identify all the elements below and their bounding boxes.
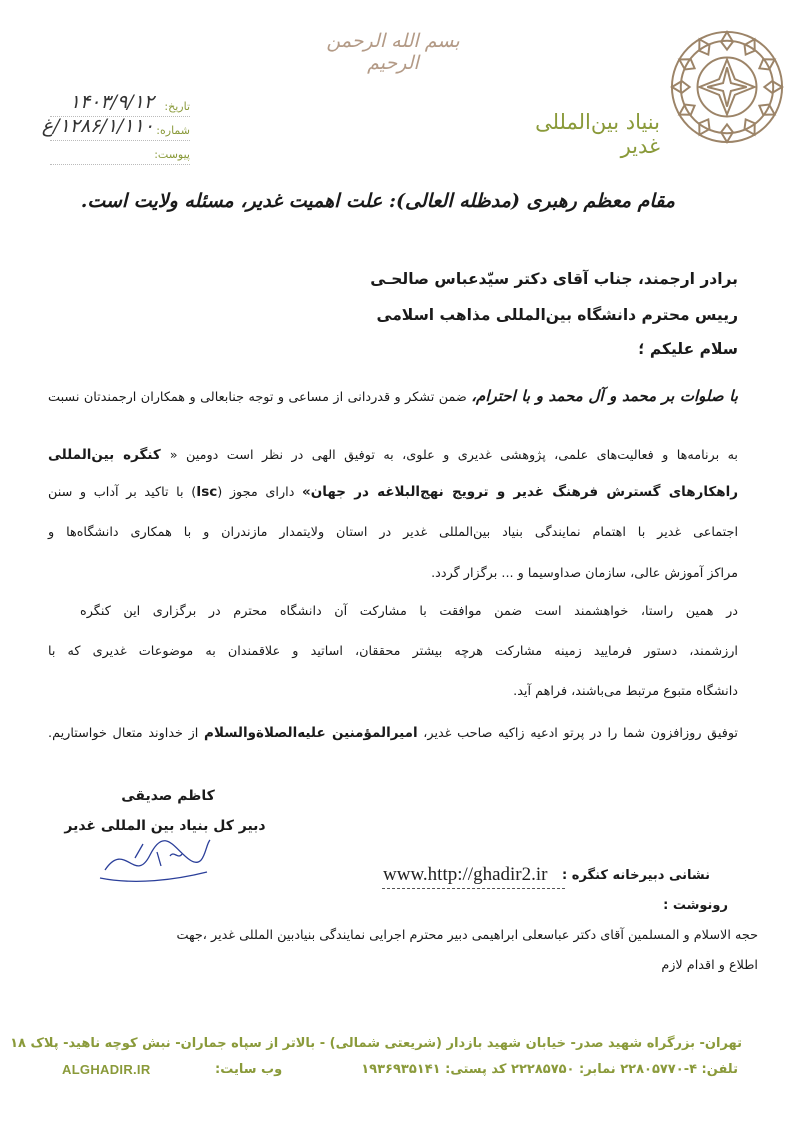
secretariat-url-link[interactable]: www.http://ghadir2.ir [383,864,548,885]
footer-contact: تلفن: ۴-۲۲۸۰۵۷۷۰ نمابر: ۲۲۲۸۵۷۵۰ کد پستی: ۱۹۳۶۹۳۵۱۴۱ [361,1062,738,1077]
footer-website-link[interactable]: ALGHADIR.IR [62,1062,151,1077]
body-text: به برنامه‌ها و فعالیت‌های علمی، پژوهشی غدیری و علوی، به توفیق الهی در نظر است دومین « [169,448,738,463]
addressee-name: برادر ارجمند، جناب آقای دکتر سیّدعباس صالحـی [370,270,738,288]
body-line [48,447,738,463]
body-line [48,725,738,741]
number-dotted-line [50,140,190,141]
date-label: تاریخ: [164,100,190,113]
body-text: دارای مجوز ( [217,485,303,500]
organization-name: بنیاد بین‌المللی غدیر [535,110,660,158]
congress-title: راهکارهای گسترش فرهنگ غدیر و ترویج نهج‌البلاغه در جهان» [302,484,739,500]
imam-title: امیرالمؤمنین علیه‌الصلاة‌والسلام [204,725,418,741]
number-label: شماره: [156,124,190,137]
url-underline [382,888,565,889]
footer-website-label: وب سایت: [215,1062,283,1077]
signatory-name: کاظم صدیقی [121,788,215,804]
body-line [48,387,738,405]
body-text: توفیق روزافزون شما را در پرتو ادعیه زاکیه صاحب غدیر، [417,726,738,741]
secretariat-label: نشانی دبیرخانه کنگره : [562,868,710,883]
body-text: ضمن تشکر و قدردانی از مساعی و توجه جنابعالی و همکاران ارجمندتان نسبت [48,390,472,405]
number-row [41,115,190,143]
body-line [48,484,738,500]
cc-label: رونوشت : [663,898,728,913]
body-line: در همین راستا، خواهشمند است ضمن موافقت با مشارکت آن دانشگاه محترم در برگزاری این کنگره [80,604,738,619]
date-value: ۱۴۰۳/۹/۱۲ [69,91,154,113]
leader-quote: مقام معظم رهبری (مدظله العالی): علت اهمیت غدیر، مسئله ولایت است. [80,190,675,212]
attachment-label: پیوست: [154,148,190,161]
greeting: سلام علیکم ؛ [638,340,738,358]
body-line: دانشگاه متبوع مرتبط می‌باشند، فراهم آید. [513,684,738,699]
addressee-title: رییس محترم دانشگاه بین‌المللی مذاهب اسلامی [376,306,738,324]
body-line: مراکز آموزش عالی، سازمان صداوسیما و ... برگزار گردد. [431,566,738,581]
salutation-phrase: با صلوات بر محمد و آل محمد و با احترام، [471,387,738,405]
cc-recipient-continuation: اطلاع و اقدام لازم [661,958,758,973]
number-value: ۱۲۸۶/۱/۱۱۰/غ [41,115,154,137]
letter-meta [41,91,190,167]
body-line: اجتماعی غدیر با اهتمام نمایندگی بنیاد بین‌المللی غدیر در استان ولایتمدار مازندران و با همکاری دانشگاه‌ها و [48,525,738,540]
congress-title: کنگره بین‌المللی [48,447,170,463]
signatory-title: دبیر کل بنیاد بین المللی غدیر [64,818,266,834]
handwritten-signature-icon [95,830,215,890]
cc-recipient: حجه الاسلام و المسلمین آقای دکتر عباسعلی ابراهیمی دبیر محترم اجرایی نمایندگی بنیادبین المللی غدیر ،جهت [176,928,758,943]
basmala-calligraphy: بسم الله الرحمن الرحیم [326,30,460,74]
body-text: ) با تاکید بر آداب و سنن [48,485,197,500]
attachment-row [50,143,190,167]
foundation-logo-icon [668,28,786,146]
body-line: ارزشمند، دستور فرمایید زمینه مشارکت هرچه بیشتر محققان، اساتید و علاقمندان به موضوعات غدیری که با [48,644,738,659]
attachment-dotted-line [50,164,190,165]
body-text: از خداوند متعال خواستاریم. [48,726,205,741]
footer-address: تهران- بزرگراه شهید صدر- خیابان شهید بازدار (شریعتی شمالی) - بالاتر از سپاه جماران- نبش کوچه ناهید- پلاک ۱۸ [10,1036,742,1051]
license-code: Isc [196,484,218,500]
